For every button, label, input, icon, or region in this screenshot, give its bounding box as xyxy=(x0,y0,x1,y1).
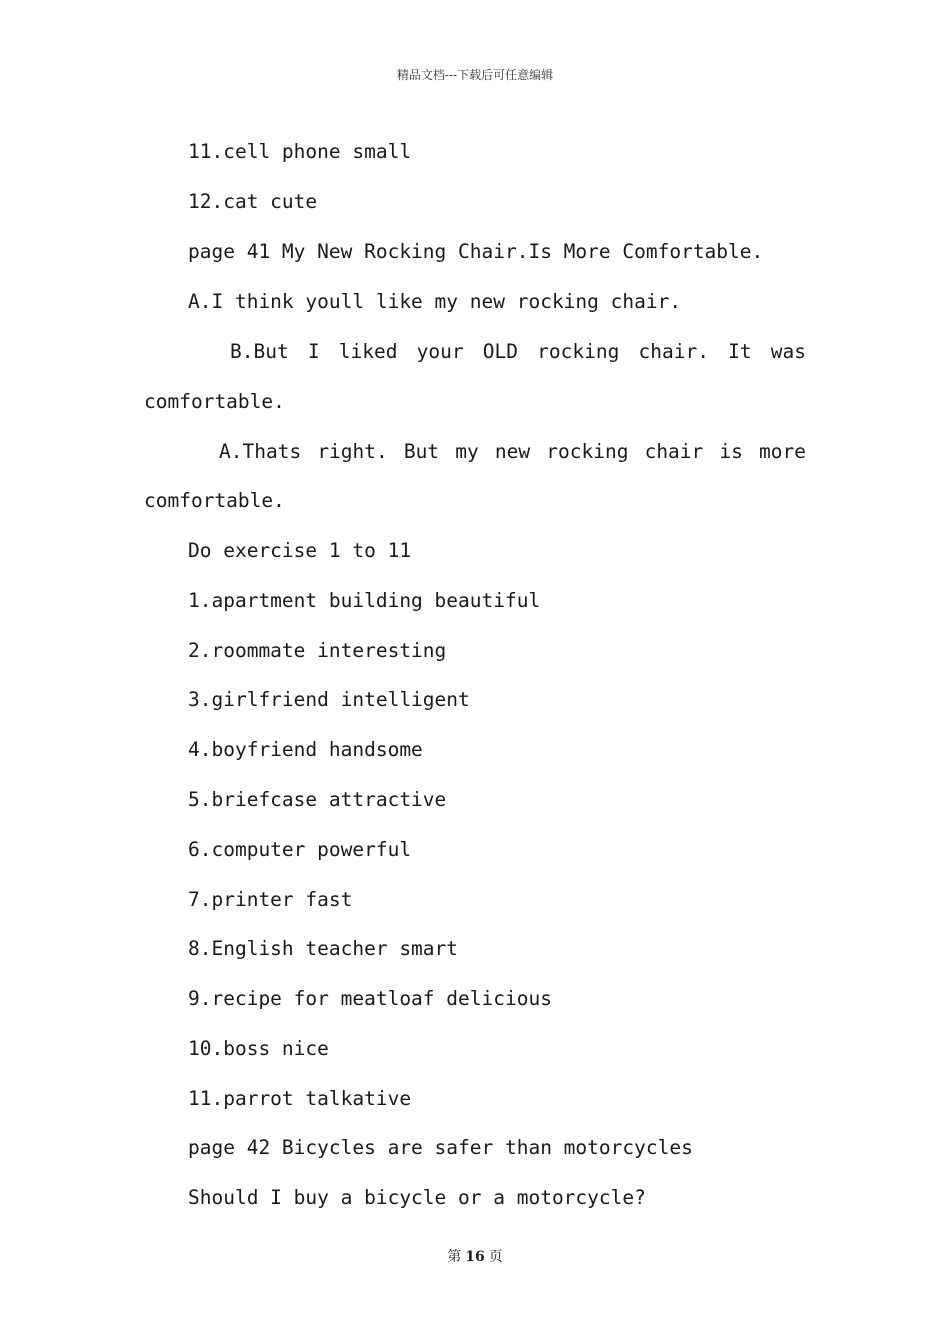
list-item: 9.recipe for meatloaf delicious xyxy=(188,987,552,1010)
list-item: 3.girlfriend intelligent xyxy=(188,688,470,711)
list-item: 5.briefcase attractive xyxy=(188,788,447,811)
page-header: 精品文档---下载后可任意编辑 xyxy=(396,68,554,82)
text-line: A.I think youll like my new rocking chair. xyxy=(188,290,682,313)
text-line: page 41 My New Rocking Chair.Is More Comfortable. xyxy=(188,240,764,263)
text-line: comfortable. xyxy=(144,489,285,512)
footer-suffix: 页 xyxy=(488,1249,503,1265)
text-line: 11.cell phone small xyxy=(188,140,412,163)
list-item: 7.printer fast xyxy=(188,888,353,911)
text-line-justified: B.But I liked your OLD rocking chair. It was xyxy=(230,340,806,363)
text-line: Do exercise 1 to 11 xyxy=(188,539,412,562)
text-line: Should I buy a bicycle or a motorcycle? xyxy=(188,1186,646,1209)
text-line: page 42 Bicycles are safer than motorcycles xyxy=(188,1136,693,1159)
text-line: 12.cat cute xyxy=(188,190,318,213)
list-item: 2.roommate interesting xyxy=(188,639,447,662)
list-item: 11.parrot talkative xyxy=(188,1087,412,1110)
list-item: 8.English teacher smart xyxy=(188,937,459,960)
list-item: 10.boss nice xyxy=(188,1037,329,1060)
page-number: 16 xyxy=(465,1249,485,1265)
page-footer xyxy=(0,1246,950,1266)
list-item: 1.apartment building beautiful xyxy=(188,589,541,612)
footer-prefix: 第 xyxy=(447,1249,462,1265)
text-line: comfortable. xyxy=(144,390,285,413)
text-line-justified: A.Thats right. But my new rocking chair is more xyxy=(219,440,806,463)
list-item: 4.boyfriend handsome xyxy=(188,738,423,761)
list-item: 6.computer powerful xyxy=(188,838,412,861)
